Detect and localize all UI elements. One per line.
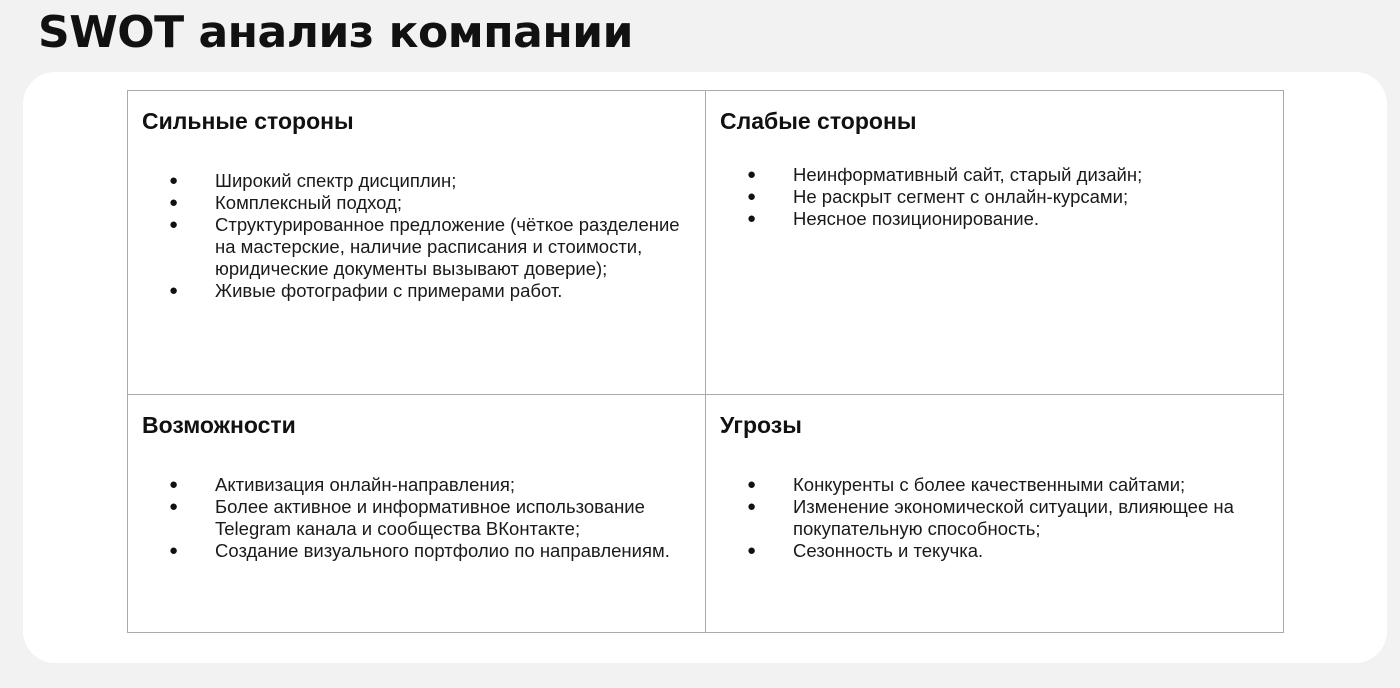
list-item-text: Структурированное предложение (чёткое разделение на мастерские, наличие расписания и стоимости, юридические документы вызывают доверие);: [215, 214, 680, 279]
threats-cell: [706, 395, 1284, 633]
list-item: [142, 214, 691, 280]
bullet-icon: ●: [747, 498, 757, 515]
bullet-icon: ●: [169, 172, 179, 189]
list-item-text: Неясное позиционирование.: [793, 208, 1040, 229]
list-item-text: Сезонность и текучка.: [793, 540, 984, 561]
strengths-cell: [128, 91, 706, 395]
list-item: [720, 540, 1269, 562]
list-item: [720, 208, 1269, 230]
list-item: [142, 170, 691, 192]
weaknesses-title: Слабые стороны: [720, 108, 917, 134]
bullet-icon: ●: [169, 282, 179, 299]
opportunities-title: Возможности: [142, 412, 296, 438]
bullet-icon: ●: [169, 542, 179, 559]
list-item-text: Широкий спектр дисциплин;: [215, 170, 457, 191]
strengths-title: Сильные стороны: [142, 108, 354, 134]
list-item: [142, 496, 691, 540]
page-title: SWOT анализ компании: [38, 7, 633, 58]
bullet-icon: ●: [747, 166, 757, 183]
list-item: [142, 474, 691, 496]
list-item-text: Более активное и информативное использование Telegram канала и сообщества ВКонтакте;: [215, 496, 645, 539]
threats-list: [720, 474, 1269, 562]
opportunities-list: [142, 474, 691, 562]
list-item-text: Конкуренты с более качественными сайтами;: [793, 474, 1186, 495]
list-item-text: Комплексный подход;: [215, 192, 402, 213]
bullet-icon: ●: [747, 210, 757, 227]
list-item: [142, 192, 691, 214]
bullet-icon: ●: [169, 498, 179, 515]
weaknesses-list: [720, 164, 1269, 230]
bullet-icon: ●: [747, 542, 757, 559]
list-item: [720, 496, 1269, 540]
list-item: [720, 474, 1269, 496]
swot-row-top: [128, 91, 1284, 395]
list-item-text: Изменение экономической ситуации, влияющее на покупательную способность;: [793, 496, 1234, 539]
list-item-text: Активизация онлайн-направления;: [215, 474, 516, 495]
swot-card: [23, 72, 1387, 663]
bullet-icon: ●: [169, 476, 179, 493]
threats-title: Угрозы: [720, 412, 802, 438]
list-item-text: Не раскрыт сегмент с онлайн-курсами;: [793, 186, 1129, 207]
list-item: [720, 164, 1269, 186]
swot-table: [127, 90, 1284, 633]
list-item-text: Создание визуального портфолио по направлениям.: [215, 540, 670, 561]
swot-row-bottom: [128, 395, 1284, 633]
bullet-icon: ●: [747, 476, 757, 493]
bullet-icon: ●: [747, 188, 757, 205]
list-item: [720, 186, 1269, 208]
list-item: [142, 280, 691, 302]
list-item: [142, 540, 691, 562]
list-item-text: Неинформативный сайт, старый дизайн;: [793, 164, 1143, 185]
bullet-icon: ●: [169, 216, 179, 233]
strengths-list: [142, 170, 691, 302]
bullet-icon: ●: [169, 194, 179, 211]
list-item-text: Живые фотографии с примерами работ.: [215, 280, 563, 301]
opportunities-cell: [128, 395, 706, 633]
weaknesses-cell: [706, 91, 1284, 395]
